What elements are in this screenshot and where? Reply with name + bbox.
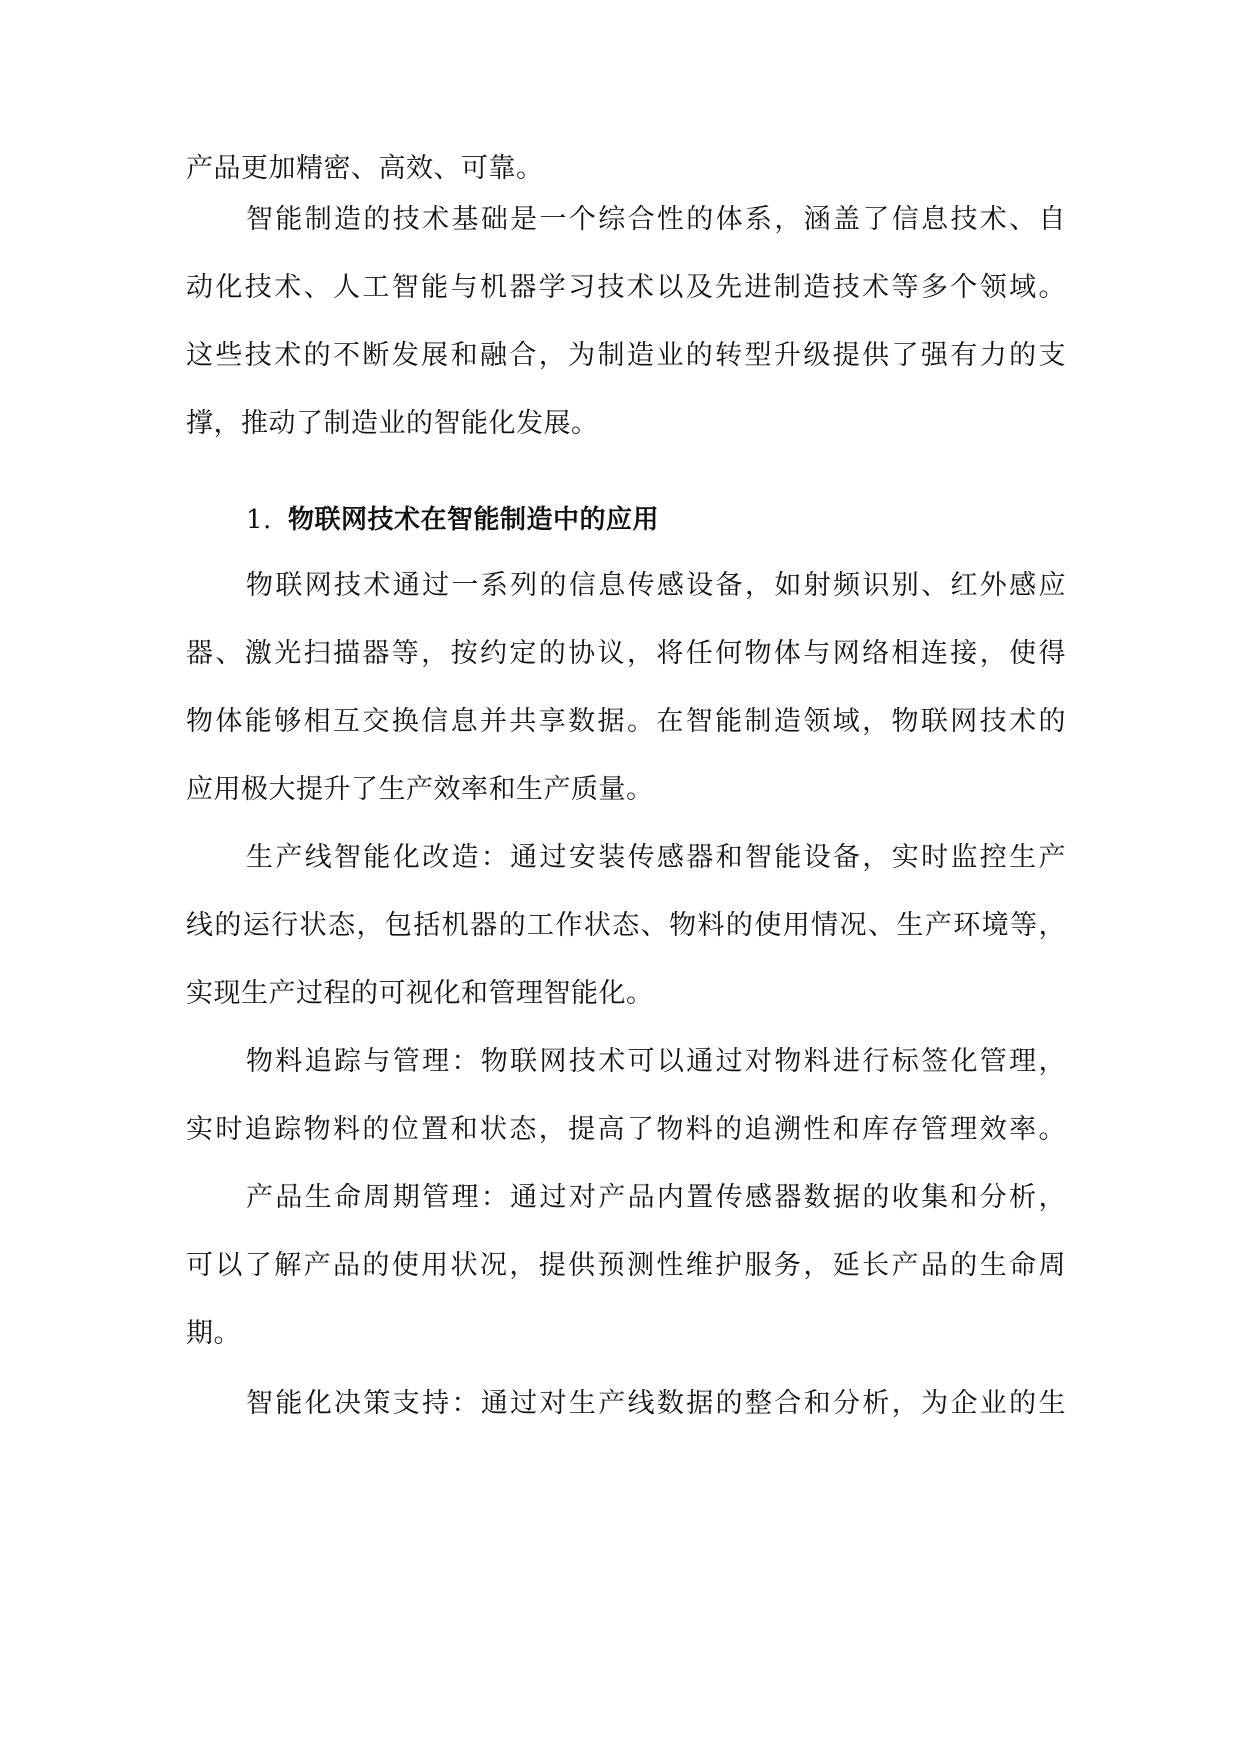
paragraph-line: 动化技术、人工智能与机器学习技术以及先进制造技术等多个领域。 <box>186 272 1066 303</box>
paragraph-line: 实时追踪物料的位置和状态，提高了物料的追溯性和库存管理效率。 <box>186 1114 1066 1145</box>
paragraph-line: 期。 <box>186 1318 241 1349</box>
section-heading <box>246 500 1066 540</box>
paragraph-line: 生产线智能化改造：通过安装传感器和智能设备，实时监控生产 <box>246 842 1066 873</box>
paragraph-line: 产品更加精密、高效、可靠。 <box>186 153 544 184</box>
paragraph-line: 应用极大提升了生产效率和生产质量。 <box>186 774 654 805</box>
paragraph-line: 物联网技术通过一系列的信息传感设备，如射频识别、红外感应 <box>246 570 1066 601</box>
paragraph-line: 产品生命周期管理：通过对产品内置传感器数据的收集和分析， <box>246 1182 1066 1213</box>
section-title: 物联网技术在智能制造中的应用 <box>288 505 660 535</box>
paragraph-line: 撑，推动了制造业的智能化发展。 <box>186 408 599 439</box>
paragraph-line: 物料追踪与管理：物联网技术可以通过对物料进行标签化管理， <box>246 1046 1066 1077</box>
section-number: 1. <box>246 505 272 535</box>
paragraph-line: 器、激光扫描器等，按约定的协议，将任何物体与网络相连接，使得 <box>186 638 1066 669</box>
paragraph-line: 实现生产过程的可视化和管理智能化。 <box>186 978 654 1009</box>
paragraph-line: 智能化决策支持：通过对生产线数据的整合和分析，为企业的生 <box>246 1388 1066 1419</box>
paragraph-line: 智能制造的技术基础是一个综合性的体系，涵盖了信息技术、自 <box>246 204 1066 235</box>
paragraph-line: 这些技术的不断发展和融合，为制造业的转型升级提供了强有力的支 <box>186 340 1066 371</box>
paragraph-line: 可以了解产品的使用状况，提供预测性维护服务，延长产品的生命周 <box>186 1250 1066 1281</box>
paragraph-line: 线的运行状态，包括机器的工作状态、物料的使用情况、生产环境等， <box>186 910 1066 941</box>
paragraph-line: 物体能够相互交换信息并共享数据。在智能制造领域，物联网技术的 <box>186 706 1066 737</box>
